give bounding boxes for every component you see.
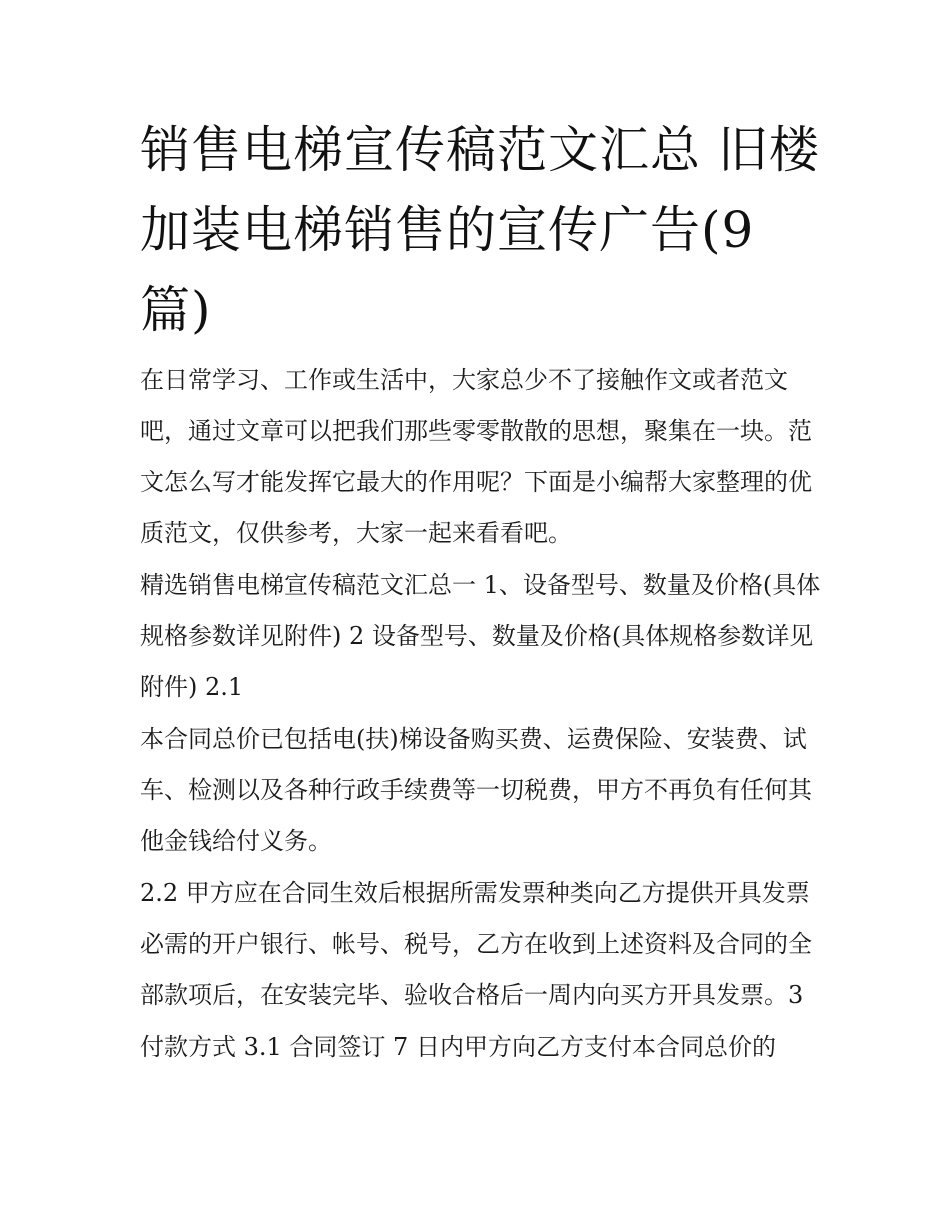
invoice-paragraph: 2.2 甲方应在合同生效后根据所需发票种类向乙方提供开具发票必需的开户银行、帐号、税号，乙方在收到上述资料及合同的全部款项后，在安装完毕、验收合格后一周内向买方开具发票。3 (140, 879, 812, 1009)
document-title: 销售电梯宣传稿范文汇总 旧楼加装电梯销售的宣传广告(9篇) (140, 121, 820, 339)
section-one-paragraph: 精选销售电梯宣传稿范文汇总一 1、设备型号、数量及价格(具体规格参数详见附件) 2 设备型号、数量及价格(具体规格参数详见附件) 2.1 (140, 571, 821, 701)
payment-paragraph: 付款方式 3.1 合同签订 7 日内甲方向乙方支付本合同总价的 (140, 1033, 776, 1061)
intro-paragraph: 在日常学习、工作或生活中，大家总少不了接触作文或者范文吧，通过文章可以把我们那些零零散散的思想，聚集在一块。范文怎么写才能发挥它最大的作用呢？下面是小编帮大家整理的优质范文，仅供参考，大家一起来看看吧。 (140, 366, 812, 547)
document-body (140, 355, 830, 1074)
total-price-paragraph: 本合同总价已包括电(扶)梯设备购买费、运费保险、安装费、试车、检测以及各种行政手续费等一切税费，甲方不再负有任何其他金钱给付义务。 (140, 725, 812, 855)
